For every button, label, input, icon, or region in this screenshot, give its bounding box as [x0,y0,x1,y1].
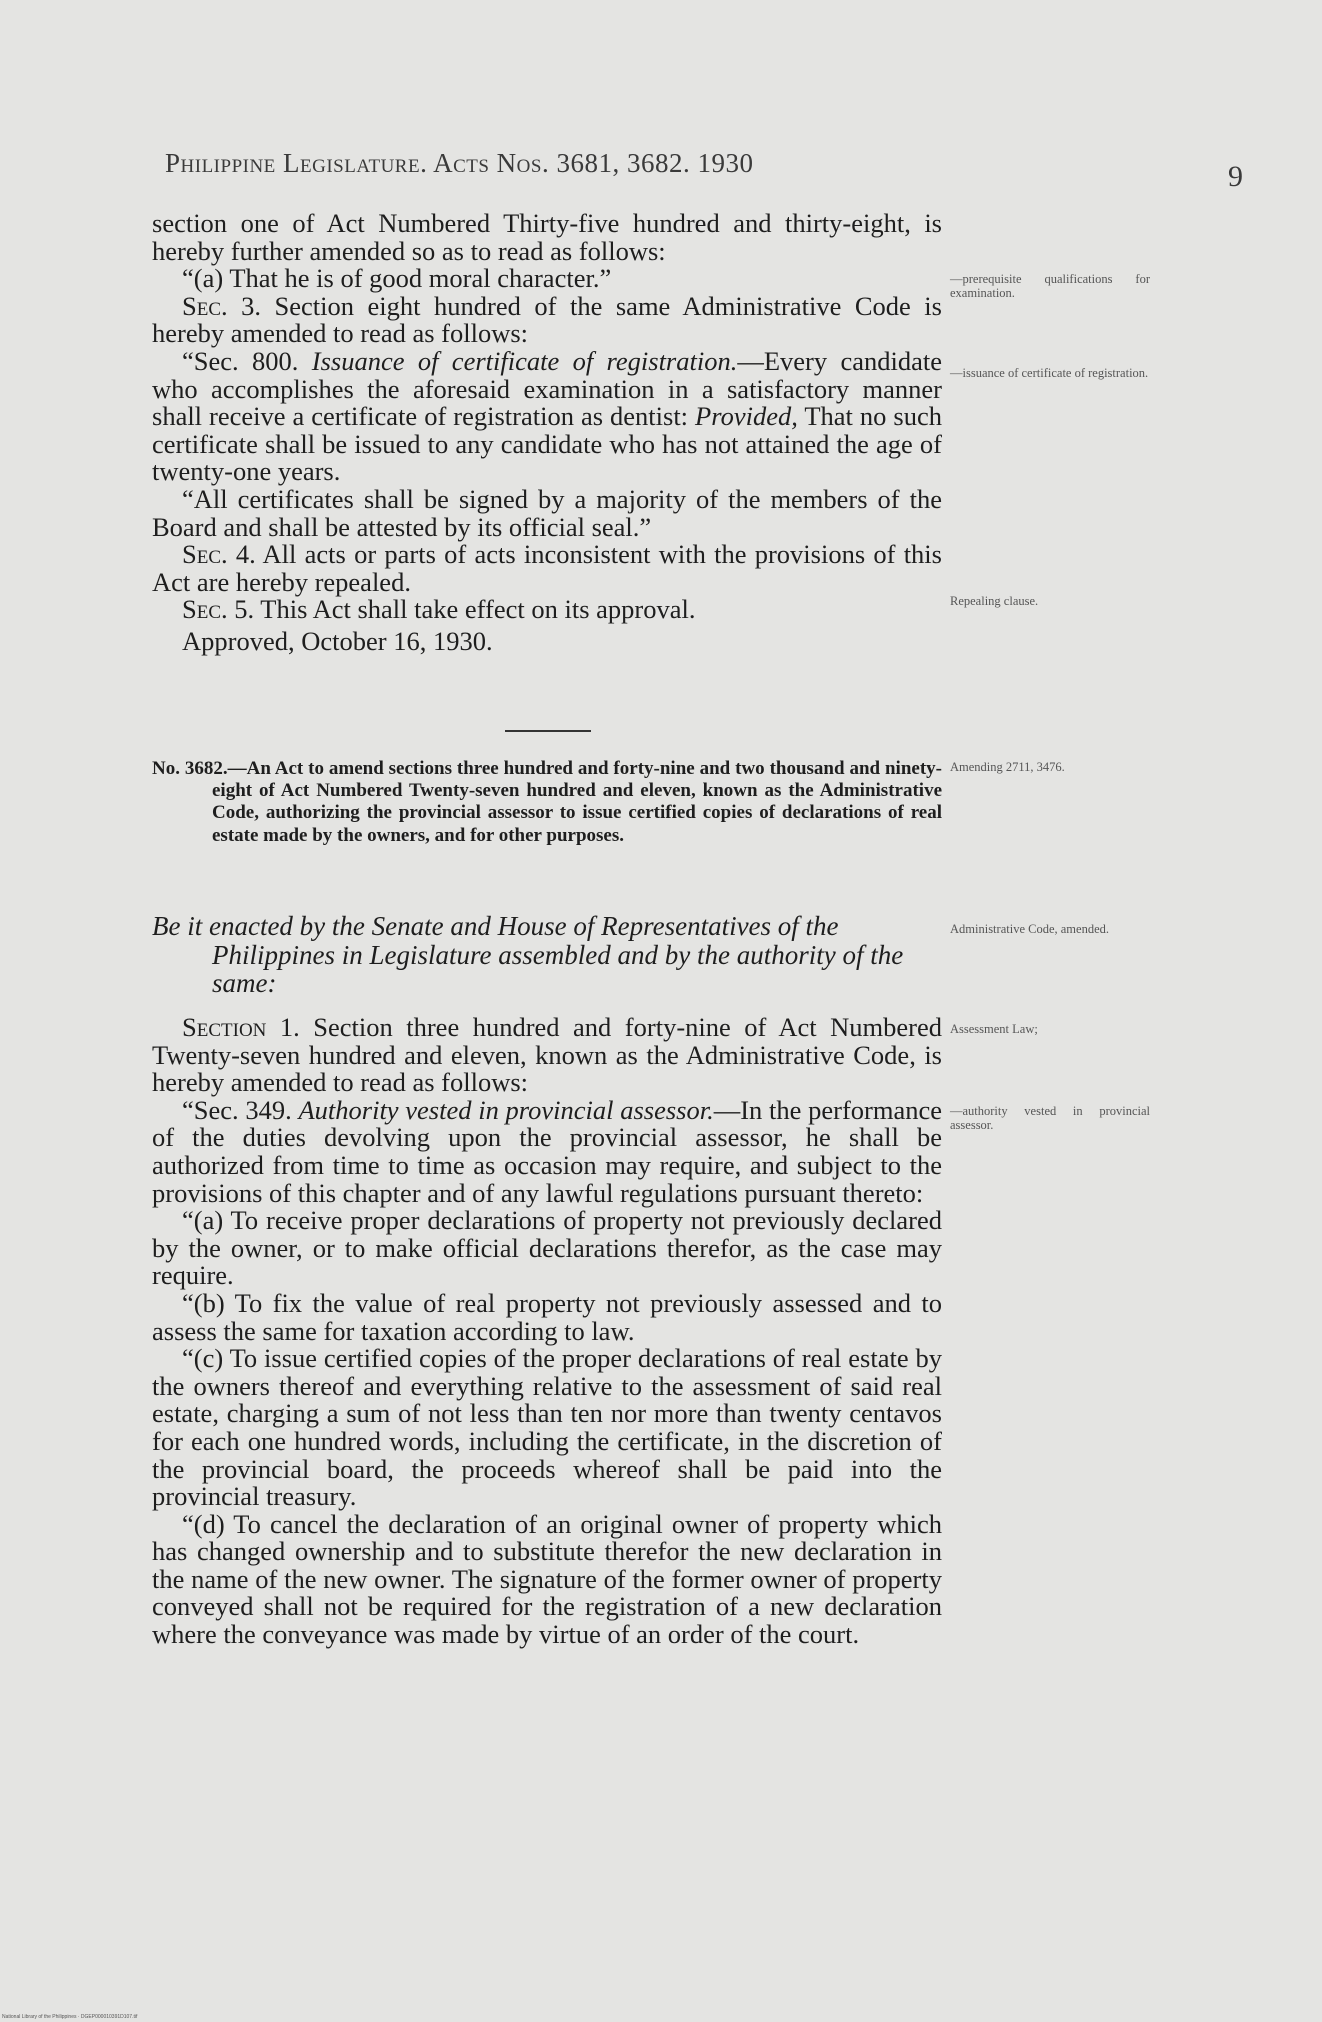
paragraph: “All certificates shall be signed by a majority of the members of the Board and shall be attested by its official seal.” [152,483,942,542]
section-text: Section eight hundred of the same Administrative Code is hereby amended to read as follows: [152,290,942,349]
section-text: All acts or parts of acts inconsistent with the provisions of this Act are hereby repealed. [152,539,942,597]
act-3682-body [152,1014,942,1649]
page-number: 9 [1228,160,1243,193]
proviso: Provided, [695,401,798,432]
margin-note: Amending 2711, 3476. [950,760,1065,774]
paragraph: “(a) That he is of good moral character.” [182,263,612,294]
section-heading: Issuance of certificate of registration. [311,345,738,376]
clause-d: “(d) To cancel the declaration of an original owner of property which has changed ownership and to substitute therefor the new declaration in the name of the new owner. The signature of the former owner of property conveyed shall not be required for the registration of a new declaration where the conveyance was made by virtue of an order of the court. [152,1508,942,1650]
clause-b: “(b) To fix the value of real property not previously assessed and to assess the same for taxation according to law. [152,1287,942,1346]
section-label: Section 1. [182,1012,300,1042]
section-text: Section three hundred and forty-nine of Act Numbered Twenty-seven hundred and eleven, known as the Administrative Code, is hereby amended to read as follows: [152,1012,942,1098]
section-text: That no such certificate shall be issued to any candidate who has not attained the age of twenty-one years. [152,401,942,487]
section-divider [505,730,591,732]
section-label: Sec. 4. [182,539,256,570]
enacting-clause: Be it enacted by the Senate and House of Representatives of the Philippines in Legislature assembled and by the authority of the same: [152,911,904,998]
section-349 [152,1094,942,1208]
act-3682-title: No. 3682.—An Act to amend sections three hundred and forty-nine and two thousand and ninety-eight of Act Numbered Twenty-seven hundred and eleven, known as the Administrative Code, authorizing the provincial assessor to issue certified copies of declarations of real estate made by the owners, and for other purposes. [152,758,942,846]
section-label: Sec. 3. [182,290,262,321]
margin-note: Repealing clause. [950,594,1039,608]
section-3 [152,290,942,349]
margin-note: —issuance of certificate of registration. [950,366,1149,380]
clause-a: “(a) To receive proper declarations of property not previously declared by the owner, or to make official declarations therefor, as the case may require. [152,1205,942,1291]
clause-c: “(c) To issue certified copies of the proper declarations of real estate by the owners thereof and everything relative to the assessment of said real estate, charging a sum of not less than ten nor more than twenty centavos for each one hundred words, including the certificate, in the discretion of the provincial board, the proceeds whereof shall be paid into the provincial treasury. [152,1343,942,1512]
running-head [165,148,945,179]
section-label: Sec. 5. [182,594,255,625]
section-text: This Act shall take effect on its approval. [254,594,696,625]
section-text: —Every candidate who accomplishes the aforesaid examination in a satisfactory manner shall receive a certificate of registration as dentist: [152,345,942,432]
approval-date: Approved, October 16, 1930. [182,625,493,656]
section-5 [152,596,942,624]
margin-note: —authority vested in provincial assessor. [950,1104,1150,1132]
section-4 [152,541,942,596]
section-heading: Authority vested in provincial assessor. [298,1094,714,1125]
section-label: “Sec. 349. [182,1094,299,1125]
section-1 [152,1014,942,1097]
margin-note: Administrative Code, amended. [950,922,1109,936]
scan-footer: National Library of the Philippines · DGEP000010391D107.tif [2,2014,138,2020]
running-head-text: Philippine Legislature. Acts Nos. 3681, 3682. 1930 [165,148,754,178]
section-800 [152,345,942,487]
section-label: “Sec. 800. [182,345,312,376]
section-text: —In the performance of the duties devolving upon the provincial assessor, he shall be authorized from time to time as occasion may require, and subject to the provisions of this chapter and of any lawful regulations pursuant thereto: [152,1094,942,1208]
margin-note: —prerequisite qualifications for examination. [950,272,1150,300]
act-3681-continuation [152,210,942,656]
paragraph: section one of Act Numbered Thirty-five hundred and thirty-eight, is hereby further amended so as to read as follows: [152,208,942,266]
margin-note: Assessment Law; [950,1022,1038,1036]
